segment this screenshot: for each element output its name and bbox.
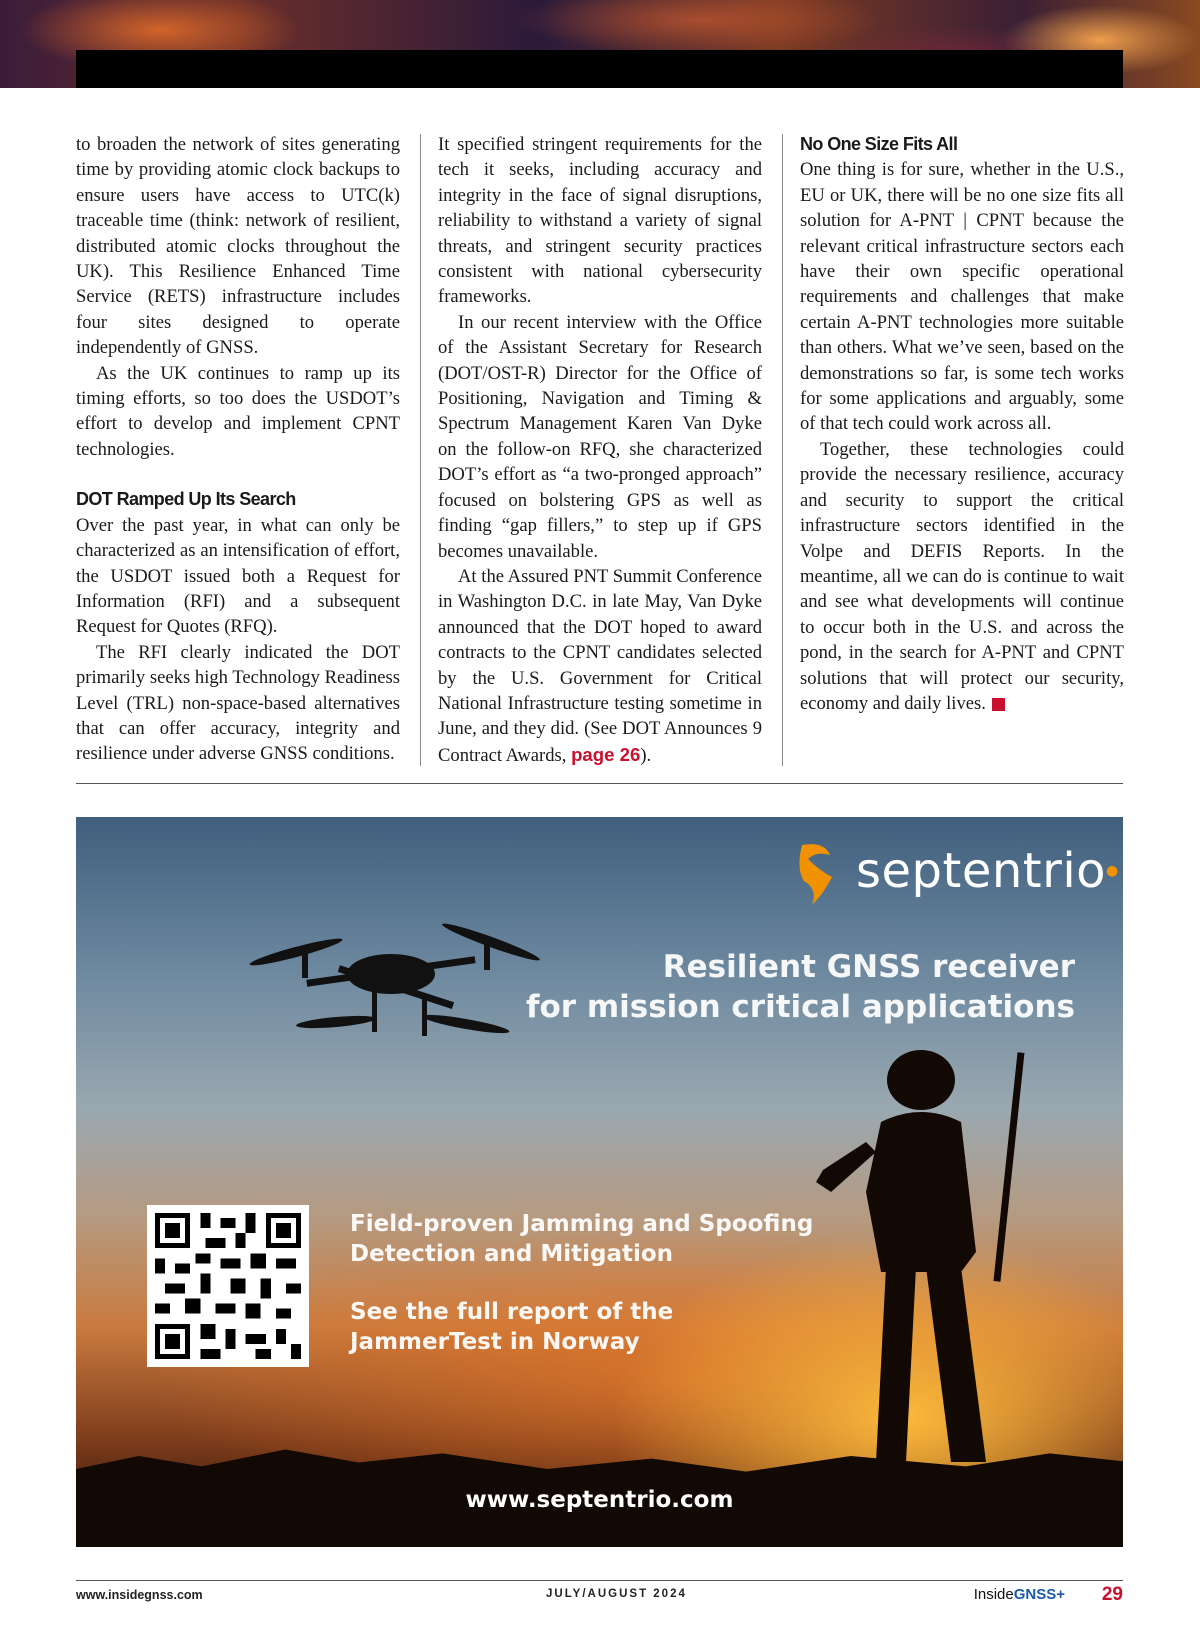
end-of-article-icon: IG — [992, 698, 1005, 711]
paragraph: It specified stringent requirements for the tech it seeks, including accuracy and integrity in the face of signal disruptions, reliability to withstand a variety of signal threats, and stringent security practices consistent with national cybersecurity frameworks. — [438, 134, 762, 308]
qr-code[interactable] — [147, 1205, 309, 1367]
paragraph: to broaden the network of sites generating time by providing atomic clock backups to ensure users have access to UTC(k) traceable time (think: network of resilient, distributed atomic clocks throughout the UK). This Resilience Enhanced Time Service (RETS) infrastructure includes four sites designed to operate independently of GNSS. — [76, 134, 400, 359]
header-black-bar — [76, 50, 1123, 88]
article-column-1 — [76, 132, 400, 767]
septentrio-logo: septentrio● — [794, 837, 1094, 917]
paragraph — [800, 437, 1124, 716]
paragraph: The RFI clearly indicated the DOT primarily seeks high Technology Readiness Level (TRL) non-space-based alternatives that can offer accuracy, integrity and resilience under adverse GNSS conditions. — [76, 641, 400, 765]
section-heading: DOT Ramped Up Its Search — [76, 489, 296, 510]
column-divider — [782, 134, 783, 766]
issue-date: JULY/AUGUST 2024 — [546, 1588, 687, 1600]
septentrio-advertisement[interactable] — [76, 817, 1123, 1547]
septentrio-mark-icon — [794, 841, 836, 907]
ad-url-link[interactable]: www.septentrio.com — [465, 1487, 734, 1513]
page-reference-link[interactable]: page 26 — [571, 743, 641, 765]
article-column-2 — [438, 132, 762, 768]
section-heading: No One Size Fits All — [800, 134, 958, 154]
section-divider — [76, 783, 1123, 784]
qr-code-icon — [155, 1213, 301, 1359]
article-column-3 — [800, 132, 1124, 716]
paragraph-text: At the Assured PNT Summit Conference in Washington D.C. in late May, Van Dyke announced that the DOT hoped to award contracts to the CPNT candidates selected by the U.S. Government for Critical National Infrastructure testing sometime in June, and they did. (See DOT Announces 9 Contract Awards, — [438, 565, 762, 766]
paragraph: In our recent interview with the Office of the Assistant Secretary for Research (DOT/OST-R) Director for the Office of Positioning, Navigation and Timing & Spectrum Management Karen Van Dyke on the follow-on RFQ, she characterized DOT’s effort as “a two-pronged approach” focused on bolstering GPS as well as finding “gap fillers,” to step up if GPS becomes unavailable. — [438, 311, 762, 562]
page-footer — [76, 1584, 1123, 1612]
ad-headline: Resilient GNSS receiver for mission critical applications — [525, 949, 1075, 1025]
page-number: 29 — [1101, 1584, 1123, 1605]
footer-divider — [76, 1580, 1123, 1581]
paragraph — [438, 564, 762, 768]
paragraph: As the UK continues to ramp up its timing efforts, so too does the USDOT’s effort to develop and implement CPNT technologies. — [76, 362, 400, 460]
magazine-brand: InsideGNSS+ — [973, 1586, 1065, 1603]
paragraph: One thing is for sure, whether in the U.S., EU or UK, there will be no one size fits all solution for A-PNT | CPNT because the relevant critical infrastructure sectors each have their own specific operational requirements and challenges that make certain A-PNT technologies more suitable than others. What we’ve seen, based on the demonstrations so far, is some tech works for some applications and arguably, some of that tech could work across all. — [800, 159, 1124, 435]
brand-name: septentrio — [856, 843, 1107, 899]
paragraph: Over the past year, in what can only be characterized as an intensification of effort, the USDOT issued both a Request for Information (RFI) and a subsequent Request for Quotes (RFQ). — [76, 514, 400, 638]
paragraph-end: ). — [640, 744, 652, 766]
ad-body-copy: Field-proven Jamming and Spoofing Detection and Mitigation See the full report of the JammerTest in Norway — [350, 1211, 814, 1355]
paragraph-text: Together, these technologies could provide the necessary resilience, accuracy and security to support the critical infrastructure sectors identified in the Volpe and DEFIS Reports. In the meantime, all we can do is continue to wait and see what developments will continue to occur both in the U.S. and across the pond, in the search for A-PNT and CPNT solutions that will protect our security, economy and daily lives. — [800, 438, 1124, 714]
column-divider — [420, 134, 421, 766]
footer-website-link[interactable]: www.insidegnss.com — [76, 1588, 203, 1602]
drone-silhouette-icon — [226, 912, 556, 1042]
